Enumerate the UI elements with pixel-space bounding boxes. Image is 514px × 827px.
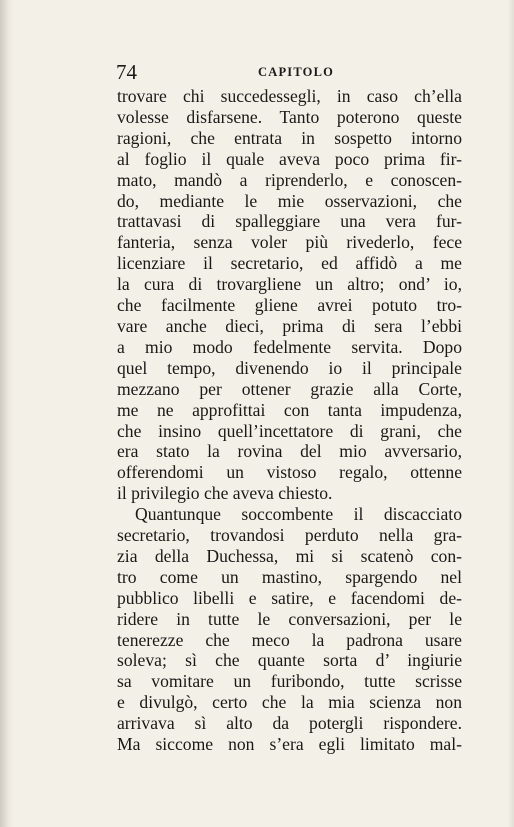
text-line: fanteria, senza voler più rivederlo, fece — [117, 232, 462, 253]
page-header — [116, 60, 416, 84]
text-line: ragioni, che entrata in sospetto intorno — [117, 127, 462, 148]
text-line: a mio modo fedelmente servita. Dopo — [117, 336, 462, 357]
text-line: me ne approfittai con tanta impudenza, — [117, 399, 462, 420]
text-line: sa vomitare un furibondo, tutte scrisse — [117, 671, 462, 692]
text-line: mezzano per ottener grazie alla Corte, — [117, 378, 462, 399]
text-line: ridere in tutte le conversazioni, per le — [117, 608, 462, 629]
page-left-edge — [0, 0, 14, 827]
text-line: soleva; sì che quante sorta d’ ingiurie — [117, 650, 462, 671]
text-line: che insino quell’incettatore di grani, che — [117, 420, 462, 441]
text-line: tenerezze che meco la padrona usare — [117, 629, 462, 650]
text-line: al foglio il quale aveva poco prima fir- — [117, 148, 462, 169]
text-line: quel tempo, divenendo io il principale — [117, 357, 462, 378]
text-line: licenziare il secretario, ed affidò a me — [117, 253, 462, 274]
page-number: 74 — [116, 60, 137, 84]
text-line: e divulgò, certo che la mia scienza non — [117, 692, 462, 713]
text-line: Quantunque soccombente il discacciato — [135, 504, 462, 525]
text-line: offerendomi un vistoso regalo, ottenne — [117, 462, 462, 483]
text-line: secretario, trovandosi perduto nella gra- — [117, 525, 462, 546]
text-line: trattavasi di spalleggiare una vera fur- — [117, 211, 462, 232]
text-line: la cura di trovargliene un altro; ond’ io, — [117, 274, 462, 295]
text-line: pubblico libelli e satire, e facendomi de- — [117, 587, 462, 608]
page-right-edge — [508, 0, 514, 827]
body-text — [117, 86, 462, 755]
running-head: CAPITOLO — [258, 65, 335, 79]
text-line: tro come un mastino, spargendo nel — [117, 566, 462, 587]
text-line: arrivava sì alto da potergli rispondere. — [117, 713, 462, 734]
text-line: do, mediante le mie osservazioni, che — [117, 190, 462, 211]
text-line: mato, mandò a riprenderlo, e conoscen- — [117, 169, 462, 190]
text-line: che facilmente gliene avrei potuto tro- — [117, 295, 462, 316]
text-line: il privilegio che aveva chiesto. — [117, 483, 333, 504]
text-line: zia della Duchessa, mi si scatenò con- — [117, 545, 462, 566]
text-line: era stato la rovina del mio avversario, — [117, 441, 462, 462]
text-line: Ma siccome non s’era egli limitato mal- — [117, 734, 462, 755]
text-line: vare anche dieci, prima di sera l’ebbi — [117, 315, 462, 336]
text-line: trovare chi succedessegli, in caso ch’ella — [117, 86, 462, 106]
text-line: volesse disfarsene. Tanto poterono queste — [117, 106, 462, 127]
